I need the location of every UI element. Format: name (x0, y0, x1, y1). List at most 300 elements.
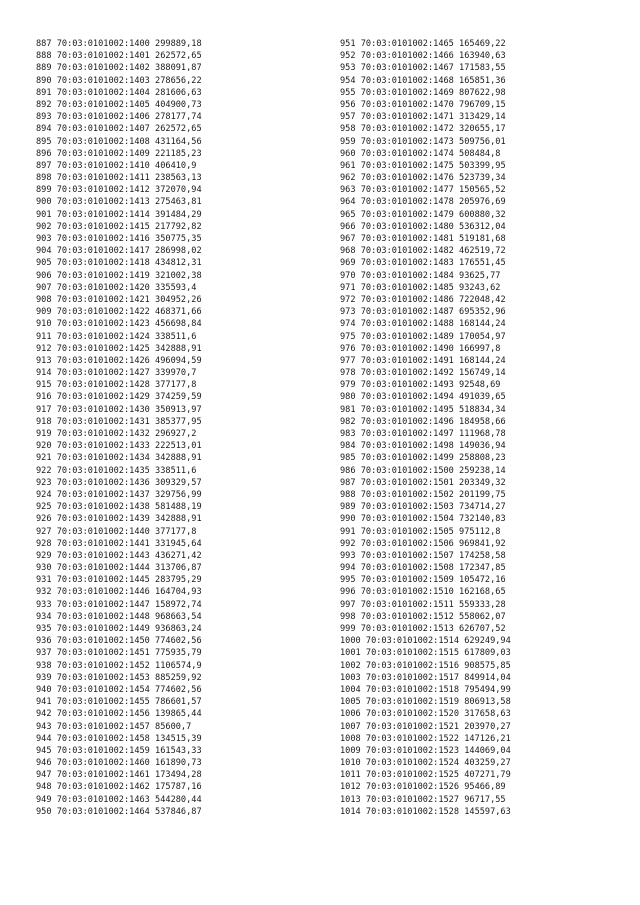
row-number: 934 (36, 611, 52, 622)
cadastral-value: 1106574,9 (155, 660, 202, 671)
cadastral-number: 70:03:0101002:1474 (360, 148, 454, 159)
row-number: 921 (36, 453, 52, 464)
cadastral-number: 70:03:0101002:1450 (56, 636, 150, 647)
cadastral-value: 388091,87 (155, 63, 202, 74)
cadastral-number: 70:03:0101002:1424 (56, 331, 150, 342)
cadastral-number: 70:03:0101002:1505 (360, 526, 454, 537)
cadastral-number: 70:03:0101002:1492 (360, 368, 454, 379)
row-number: 954 (340, 75, 356, 86)
row-number: 1014 (340, 806, 361, 817)
cadastral-number: 70:03:0101002:1476 (360, 173, 454, 184)
list-item (340, 635, 636, 647)
row-number: 990 (340, 514, 356, 525)
list-item (340, 318, 636, 330)
cadastral-value: 317658,63 (464, 709, 511, 720)
row-number: 905 (36, 258, 52, 269)
list-item (340, 282, 636, 294)
cadastral-value: 436271,42 (155, 550, 202, 561)
cadastral-value: 259238,14 (459, 465, 506, 476)
list-item (36, 148, 316, 160)
list-item (340, 428, 636, 440)
list-item (36, 757, 316, 769)
row-number: 1008 (340, 733, 361, 744)
cadastral-number: 70:03:0101002:1445 (56, 575, 150, 586)
cadastral-number: 70:03:0101002:1480 (360, 221, 454, 232)
cadastral-number: 70:03:0101002:1525 (365, 770, 460, 781)
cadastral-number: 70:03:0101002:1404 (56, 87, 150, 98)
list-item (340, 452, 636, 464)
cadastral-value: 626707,52 (459, 624, 506, 634)
row-number: 961 (340, 160, 356, 171)
cadastral-number: 70:03:0101002:1418 (56, 258, 150, 269)
cadastral-number: 70:03:0101002:1433 (56, 441, 150, 452)
list-item (340, 440, 636, 452)
cadastral-value: 171583,55 (459, 63, 506, 74)
cadastral-number: 70:03:0101002:1515 (365, 648, 460, 659)
cadastral-value: 309329,57 (155, 477, 202, 488)
row-number: 959 (340, 136, 356, 147)
list-item (340, 257, 636, 269)
row-number: 903 (36, 234, 52, 244)
cadastral-value: 968663,54 (155, 611, 202, 622)
cadastral-number: 70:03:0101002:1437 (56, 489, 150, 500)
list-item (36, 282, 316, 294)
list-item (36, 111, 316, 123)
list-item (340, 245, 636, 257)
cadastral-value: 168144,24 (459, 319, 506, 330)
cadastral-value: 222513,01 (155, 441, 202, 452)
cadastral-number: 70:03:0101002:1411 (56, 173, 150, 184)
cadastral-value: 491039,65 (459, 392, 506, 403)
row-number: 899 (36, 185, 52, 196)
cadastral-number: 70:03:0101002:1526 (365, 782, 460, 793)
cadastral-number: 70:03:0101002:1475 (360, 160, 454, 171)
list-item (340, 148, 636, 160)
list-item (340, 611, 636, 623)
list-item (36, 62, 316, 74)
cadastral-value: 313429,14 (459, 112, 506, 123)
list-item (340, 465, 636, 477)
cadastral-number: 70:03:0101002:1489 (360, 331, 454, 342)
list-item (340, 404, 636, 416)
list-item (36, 87, 316, 99)
cadastral-value: 174258,58 (459, 550, 506, 561)
list-item (36, 306, 316, 318)
list-item (36, 75, 316, 87)
row-number: 956 (340, 99, 356, 110)
list-item (36, 440, 316, 452)
cadastral-number: 70:03:0101002:1501 (360, 477, 454, 488)
cadastral-value: 936863,24 (155, 624, 202, 634)
list-item (36, 343, 316, 355)
list-item (340, 769, 636, 781)
cadastral-value: 849914,04 (464, 672, 511, 683)
list-item (36, 391, 316, 403)
row-number: 998 (340, 611, 356, 622)
list-item (36, 769, 316, 781)
cadastral-value: 508484,8 (459, 148, 501, 159)
list-item (340, 684, 636, 696)
cadastral-number: 70:03:0101002:1455 (56, 697, 150, 708)
list-item (36, 245, 316, 257)
cadastral-value: 170054,97 (459, 331, 506, 342)
row-number: 1002 (340, 660, 361, 671)
cadastral-number: 70:03:0101002:1483 (360, 258, 454, 269)
cadastral-value: 339970,7 (155, 368, 197, 379)
cadastral-value: 338511,6 (155, 331, 197, 342)
cadastral-number: 70:03:0101002:1434 (56, 453, 150, 464)
row-number: 928 (36, 538, 52, 549)
row-number: 943 (36, 721, 52, 732)
cadastral-number: 70:03:0101002:1514 (365, 636, 460, 647)
cadastral-number: 70:03:0101002:1422 (56, 307, 150, 318)
list-item (36, 574, 316, 586)
row-number: 965 (340, 209, 356, 220)
cadastral-number: 70:03:0101002:1484 (360, 270, 454, 281)
row-number: 1010 (340, 758, 361, 769)
row-number: 947 (36, 770, 52, 781)
cadastral-number: 70:03:0101002:1429 (56, 392, 150, 403)
row-number: 930 (36, 563, 52, 574)
row-number: 917 (36, 404, 52, 415)
row-number: 927 (36, 526, 52, 537)
cadastral-value: 165469,22 (459, 39, 506, 49)
list-item (340, 477, 636, 489)
row-number: 1009 (340, 745, 361, 756)
cadastral-number: 70:03:0101002:1425 (56, 343, 150, 354)
cadastral-number: 70:03:0101002:1406 (56, 112, 150, 123)
row-number: 914 (36, 368, 52, 379)
list-item (36, 294, 316, 306)
cadastral-value: 93243,62 (459, 282, 501, 293)
list-item (340, 343, 636, 355)
list-item (340, 745, 636, 757)
row-number: 936 (36, 636, 52, 647)
list-item (36, 599, 316, 611)
right-column-list (340, 38, 636, 818)
list-item (340, 708, 636, 720)
cadastral-value: 95466,89 (464, 782, 506, 793)
cadastral-value: 158972,74 (155, 599, 202, 610)
cadastral-number: 70:03:0101002:1467 (360, 63, 454, 74)
cadastral-value: 462519,72 (459, 246, 506, 257)
row-number: 893 (36, 112, 52, 123)
row-number: 929 (36, 550, 52, 561)
row-number: 976 (340, 343, 356, 354)
row-number: 996 (340, 587, 356, 598)
cadastral-number: 70:03:0101002:1488 (360, 319, 454, 330)
row-number: 919 (36, 429, 52, 439)
list-item (340, 270, 636, 282)
cadastral-value: 313706,87 (155, 563, 202, 574)
list-item (340, 696, 636, 708)
cadastral-number: 70:03:0101002:1482 (360, 246, 454, 257)
list-item (340, 538, 636, 550)
row-number: 939 (36, 672, 52, 683)
cadastral-value: 173494,28 (155, 770, 202, 781)
row-number: 1005 (340, 697, 361, 708)
cadastral-value: 377177,8 (155, 526, 197, 537)
cadastral-number: 70:03:0101002:1491 (360, 355, 454, 366)
row-number: 933 (36, 599, 52, 610)
list-item (36, 477, 316, 489)
cadastral-value: 795494,99 (464, 684, 511, 695)
cadastral-number: 70:03:0101002:1438 (56, 502, 150, 513)
cadastral-value: 105472,16 (459, 575, 506, 586)
row-number: 970 (340, 270, 356, 281)
cadastral-value: 734714,27 (459, 502, 506, 513)
row-number: 951 (340, 39, 356, 49)
cadastral-value: 519181,68 (459, 234, 506, 244)
cadastral-value: 96717,55 (464, 794, 506, 805)
cadastral-value: 786601,57 (155, 697, 202, 708)
row-number: 992 (340, 538, 356, 549)
cadastral-value: 162168,65 (459, 587, 506, 598)
cadastral-value: 407271,79 (464, 770, 511, 781)
row-number: 915 (36, 380, 52, 391)
row-number: 983 (340, 429, 356, 439)
cadastral-number: 70:03:0101002:1481 (360, 234, 454, 244)
cadastral-value: 774602,56 (155, 684, 202, 695)
cadastral-value: 161543,33 (155, 745, 202, 756)
row-number: 985 (340, 453, 356, 464)
list-item (36, 196, 316, 208)
list-item (340, 111, 636, 123)
list-item (340, 184, 636, 196)
row-number: 907 (36, 282, 52, 293)
cadastral-value: 722048,42 (459, 294, 506, 305)
row-number: 945 (36, 745, 52, 756)
list-item (36, 623, 316, 635)
row-number: 955 (340, 87, 356, 98)
list-item (36, 136, 316, 148)
list-item (36, 586, 316, 598)
row-number: 941 (36, 697, 52, 708)
cadastral-number: 70:03:0101002:1522 (365, 733, 460, 744)
cadastral-value: 338511,6 (155, 465, 197, 476)
cadastral-number: 70:03:0101002:1412 (56, 185, 150, 196)
cadastral-value: 807622,98 (459, 87, 506, 98)
cadastral-number: 70:03:0101002:1426 (56, 355, 150, 366)
cadastral-number: 70:03:0101002:1527 (365, 794, 460, 805)
row-number: 938 (36, 660, 52, 671)
cadastral-value: 221185,23 (155, 148, 202, 159)
row-number: 1007 (340, 721, 361, 732)
cadastral-value: 695352,96 (459, 307, 506, 318)
cadastral-number: 70:03:0101002:1513 (360, 624, 454, 634)
cadastral-number: 70:03:0101002:1472 (360, 124, 454, 135)
row-number: 891 (36, 87, 52, 98)
cadastral-value: 558062,07 (459, 611, 506, 622)
cadastral-number: 70:03:0101002:1470 (360, 99, 454, 110)
cadastral-number: 70:03:0101002:1427 (56, 368, 150, 379)
cadastral-number: 70:03:0101002:1506 (360, 538, 454, 549)
row-number: 920 (36, 441, 52, 452)
list-item (340, 87, 636, 99)
cadastral-number: 70:03:0101002:1510 (360, 587, 454, 598)
list-item (36, 550, 316, 562)
cadastral-number: 70:03:0101002:1410 (56, 160, 150, 171)
list-item (340, 367, 636, 379)
list-item (36, 733, 316, 745)
cadastral-number: 70:03:0101002:1500 (360, 465, 454, 476)
cadastral-number: 70:03:0101002:1439 (56, 514, 150, 525)
cadastral-value: 342888,91 (155, 453, 202, 464)
cadastral-number: 70:03:0101002:1430 (56, 404, 150, 415)
row-number: 997 (340, 599, 356, 610)
list-item (340, 781, 636, 793)
row-number: 913 (36, 355, 52, 366)
row-number: 935 (36, 624, 52, 634)
list-item (36, 172, 316, 184)
list-item (340, 416, 636, 428)
cadastral-number: 70:03:0101002:1402 (56, 63, 150, 74)
list-item (36, 538, 316, 550)
cadastral-number: 70:03:0101002:1440 (56, 526, 150, 537)
cadastral-number: 70:03:0101002:1416 (56, 234, 150, 244)
cadastral-number: 70:03:0101002:1479 (360, 209, 454, 220)
list-item (340, 62, 636, 74)
cadastral-value: 144069,04 (464, 745, 511, 756)
cadastral-value: 147126,21 (464, 733, 511, 744)
row-number: 972 (340, 294, 356, 305)
list-item (36, 38, 316, 50)
row-number: 988 (340, 489, 356, 500)
list-item (36, 184, 316, 196)
row-number: 949 (36, 794, 52, 805)
row-number: 1011 (340, 770, 361, 781)
cadastral-number: 70:03:0101002:1478 (360, 197, 454, 208)
list-item (36, 233, 316, 245)
list-item (340, 160, 636, 172)
cadastral-value: 296927,2 (155, 429, 197, 439)
list-item (36, 672, 316, 684)
cadastral-number: 70:03:0101002:1421 (56, 294, 150, 305)
row-number: 887 (36, 39, 52, 49)
cadastral-number: 70:03:0101002:1408 (56, 136, 150, 147)
row-number: 916 (36, 392, 52, 403)
cadastral-value: 286998,02 (155, 246, 202, 257)
list-item (36, 708, 316, 720)
cadastral-number: 70:03:0101002:1444 (56, 563, 150, 574)
cadastral-number: 70:03:0101002:1494 (360, 392, 454, 403)
cadastral-value: 885259,92 (155, 672, 202, 683)
cadastral-value: 796709,15 (459, 99, 506, 110)
list-item (36, 221, 316, 233)
cadastral-number: 70:03:0101002:1524 (365, 758, 460, 769)
cadastral-number: 70:03:0101002:1468 (360, 75, 454, 86)
list-item (36, 257, 316, 269)
cadastral-value: 278656,22 (155, 75, 202, 86)
cadastral-number: 70:03:0101002:1454 (56, 684, 150, 695)
cadastral-number: 70:03:0101002:1493 (360, 380, 454, 391)
cadastral-value: 468371,66 (155, 307, 202, 318)
row-number: 995 (340, 575, 356, 586)
cadastral-value: 350913,97 (155, 404, 202, 415)
row-number: 993 (340, 550, 356, 561)
row-number: 981 (340, 404, 356, 415)
row-number: 898 (36, 173, 52, 184)
list-item (340, 672, 636, 684)
list-item (340, 172, 636, 184)
cadastral-number: 70:03:0101002:1490 (360, 343, 454, 354)
list-item (36, 526, 316, 538)
row-number: 912 (36, 343, 52, 354)
cadastral-number: 70:03:0101002:1502 (360, 489, 454, 500)
list-item (36, 684, 316, 696)
row-number: 962 (340, 173, 356, 184)
cadastral-value: 166997,8 (459, 343, 501, 354)
list-item (36, 696, 316, 708)
cadastral-value: 176551,45 (459, 258, 506, 269)
row-number: 1003 (340, 672, 361, 683)
cadastral-number: 70:03:0101002:1477 (360, 185, 454, 196)
list-item (36, 404, 316, 416)
row-number: 909 (36, 307, 52, 318)
cadastral-number: 70:03:0101002:1521 (365, 721, 460, 732)
list-item (340, 721, 636, 733)
list-item (340, 355, 636, 367)
list-item (36, 428, 316, 440)
cadastral-number: 70:03:0101002:1423 (56, 319, 150, 330)
list-item (36, 781, 316, 793)
row-number: 926 (36, 514, 52, 525)
list-item (36, 331, 316, 343)
list-item (36, 123, 316, 135)
cadastral-value: 518834,34 (459, 404, 506, 415)
row-number: 966 (340, 221, 356, 232)
cadastral-value: 320655,17 (459, 124, 506, 135)
cadastral-number: 70:03:0101002:1464 (56, 806, 150, 817)
cadastral-number: 70:03:0101002:1419 (56, 270, 150, 281)
list-item (36, 270, 316, 282)
cadastral-value: 299889,18 (155, 39, 202, 49)
cadastral-value: 406410,9 (155, 160, 197, 171)
list-item (36, 209, 316, 221)
list-item (36, 611, 316, 623)
cadastral-value: 258808,23 (459, 453, 506, 464)
cadastral-number: 70:03:0101002:1473 (360, 136, 454, 147)
cadastral-value: 304952,26 (155, 294, 202, 305)
list-item (36, 794, 316, 806)
cadastral-value: 806913,58 (464, 697, 511, 708)
cadastral-value: 391484,29 (155, 209, 202, 220)
cadastral-value: 509756,01 (459, 136, 506, 147)
cadastral-number: 70:03:0101002:1451 (56, 648, 150, 659)
cadastral-number: 70:03:0101002:1417 (56, 246, 150, 257)
cadastral-value: 278177,74 (155, 112, 202, 123)
row-number: 897 (36, 160, 52, 171)
row-number: 922 (36, 465, 52, 476)
cadastral-number: 70:03:0101002:1407 (56, 124, 150, 135)
row-number: 900 (36, 197, 52, 208)
cadastral-number: 70:03:0101002:1517 (365, 672, 460, 683)
cadastral-number: 70:03:0101002:1511 (360, 599, 454, 610)
list-item (36, 50, 316, 62)
row-number: 902 (36, 221, 52, 232)
cadastral-number: 70:03:0101002:1504 (360, 514, 454, 525)
list-item (36, 452, 316, 464)
cadastral-value: 203349,32 (459, 477, 506, 488)
list-item (36, 355, 316, 367)
cadastral-number: 70:03:0101002:1446 (56, 587, 150, 598)
list-item (340, 647, 636, 659)
cadastral-value: 350775,35 (155, 234, 202, 244)
cadastral-value: 156749,14 (459, 368, 506, 379)
list-item (36, 562, 316, 574)
cadastral-number: 70:03:0101002:1413 (56, 197, 150, 208)
row-number: 984 (340, 441, 356, 452)
